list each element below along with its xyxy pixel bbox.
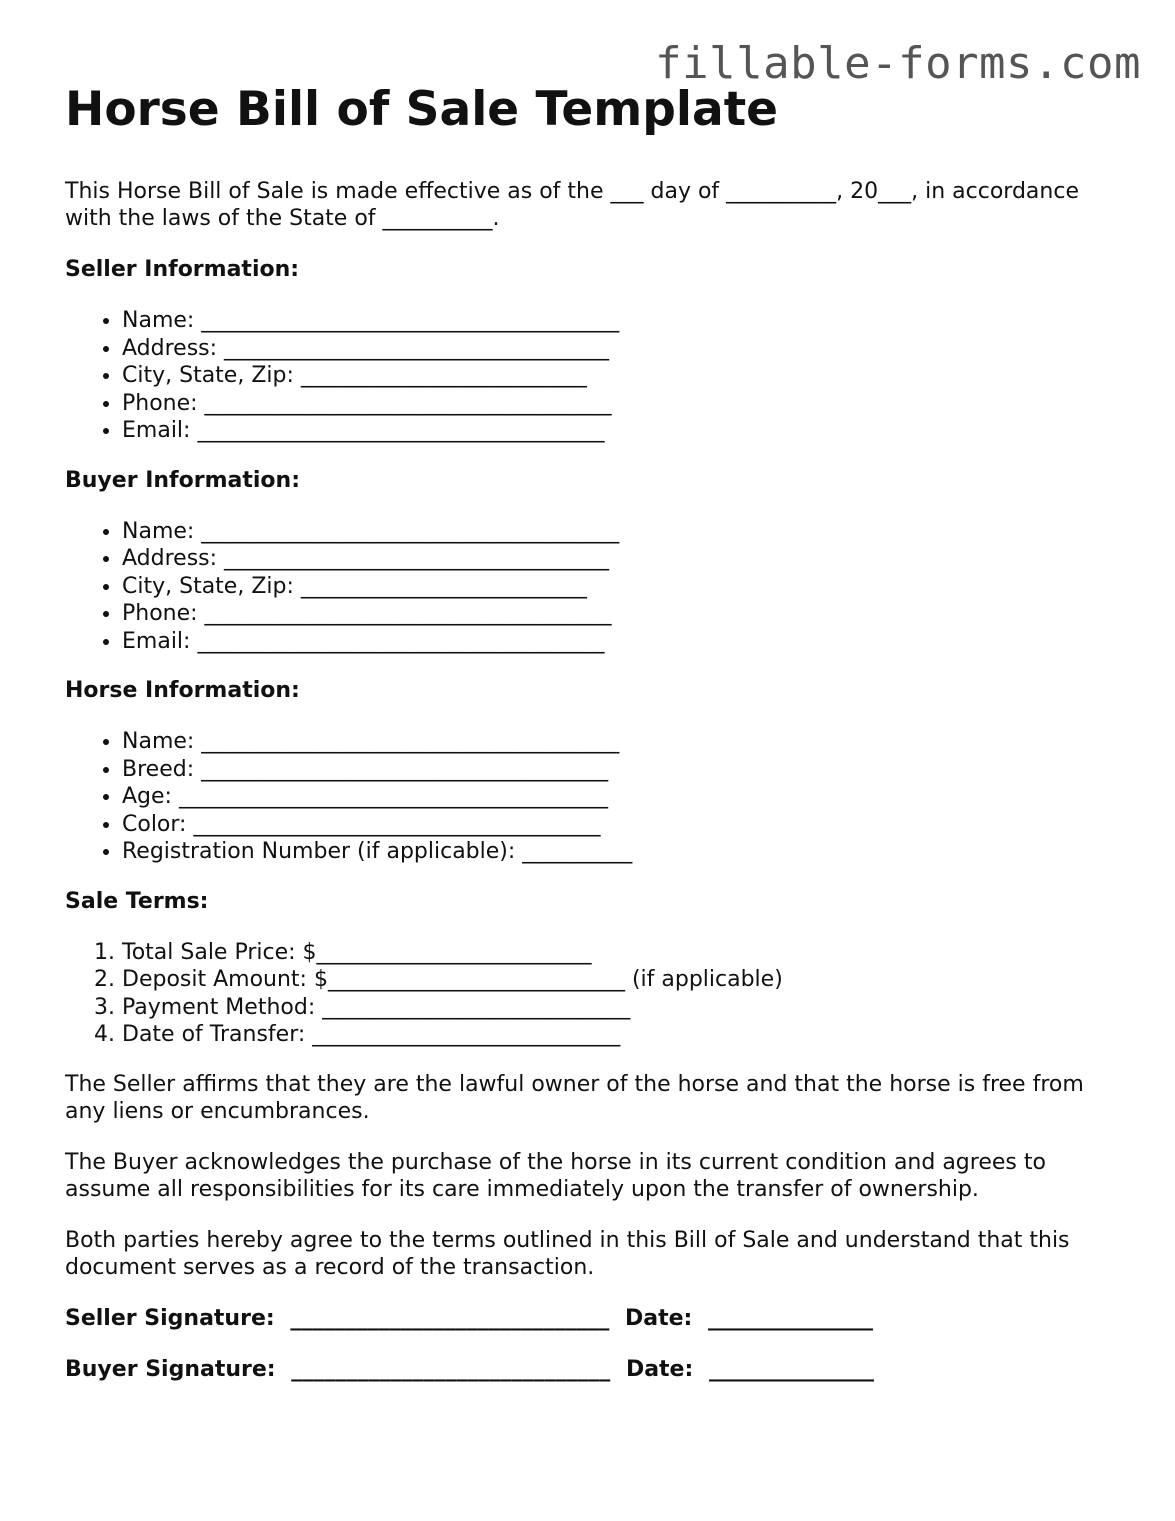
- horse-registration-field[interactable]: • Registration Number (if applicable): __________: [122, 838, 1125, 866]
- buyer-signature-label: Buyer Signature:: [65, 1356, 276, 1382]
- date-of-transfer-field[interactable]: 4. Date of Transfer: ____________________________: [122, 1021, 1125, 1049]
- seller-address-field[interactable]: • Address: ___________________________________: [122, 335, 1125, 363]
- seller-heading: Seller Information:: [65, 257, 300, 282]
- horse-fields: [65, 728, 1125, 866]
- seller-affirm-paragraph: The Seller affirms that they are the lawful owner of the horse and that the horse is free from any liens or encumbrances.: [65, 1071, 1084, 1124]
- buyer-heading: Buyer Information:: [65, 467, 300, 493]
- payment-method-field[interactable]: 3. Payment Method: ____________________________: [122, 994, 1125, 1022]
- horse-name-field[interactable]: • Name: ______________________________________: [122, 728, 1125, 756]
- intro-paragraph: This Horse Bill of Sale is made effective as of the ___ day of __________, 20___, in accordance with the laws of the State of __________.: [65, 179, 1079, 231]
- buyer-email-field[interactable]: • Email: _____________________________________: [122, 628, 1125, 656]
- seller-city-state-zip-field[interactable]: • City, State, Zip: __________________________: [122, 362, 1125, 390]
- buyer-signature-line[interactable]: _____________________________: [291, 1356, 611, 1382]
- seller-name-field[interactable]: • Name: ______________________________________: [122, 307, 1125, 335]
- deposit-amount-field[interactable]: 2. Deposit Amount: $___________________________ (if applicable): [122, 966, 1125, 994]
- horse-heading: Horse Information:: [65, 678, 300, 703]
- seller-date-line[interactable]: _______________: [708, 1305, 874, 1331]
- buyer-name-field[interactable]: • Name: ______________________________________: [122, 518, 1125, 546]
- buyer-city-state-zip-field[interactable]: • City, State, Zip: __________________________: [122, 573, 1125, 601]
- sale-terms-heading: Sale Terms:: [65, 888, 209, 914]
- buyer-date-label: Date:: [625, 1356, 694, 1382]
- buyer-fields: [65, 518, 1125, 656]
- seller-email-field[interactable]: • Email: _____________________________________: [122, 417, 1125, 445]
- horse-color-field[interactable]: • Color: _____________________________________: [122, 811, 1125, 839]
- buyer-date-line[interactable]: _______________: [708, 1356, 874, 1382]
- horse-age-field[interactable]: • Age: _______________________________________: [122, 783, 1125, 811]
- page-title: Horse Bill of Sale Template: [65, 82, 779, 137]
- buyer-signature-row: [65, 1356, 1125, 1383]
- horse-breed-field[interactable]: • Breed: _____________________________________: [122, 756, 1125, 784]
- seller-phone-field[interactable]: • Phone: _____________________________________: [122, 390, 1125, 418]
- seller-signature-label: Seller Signature:: [65, 1305, 275, 1331]
- buyer-ack-paragraph: The Buyer acknowledges the purchase of the horse in its current condition and agrees to assume all responsibilities for its care immediately upon the transfer of ownership.: [65, 1149, 1046, 1202]
- seller-fields: [65, 307, 1125, 445]
- document: [65, 82, 1125, 1407]
- agreement-paragraph: Both parties hereby agree to the terms outlined in this Bill of Sale and understand that this document serves as a record of the transaction.: [65, 1227, 1070, 1280]
- seller-signature-row: [65, 1305, 1125, 1332]
- seller-signature-line[interactable]: _____________________________: [290, 1305, 610, 1331]
- buyer-address-field[interactable]: • Address: ___________________________________: [122, 545, 1125, 573]
- seller-date-label: Date:: [625, 1305, 693, 1331]
- total-sale-price-field[interactable]: 1. Total Sale Price: $_________________________: [122, 939, 1125, 967]
- buyer-phone-field[interactable]: • Phone: _____________________________________: [122, 600, 1125, 628]
- sale-terms-list: [65, 939, 1125, 1049]
- watermark: fillable-forms.com: [655, 38, 1141, 89]
